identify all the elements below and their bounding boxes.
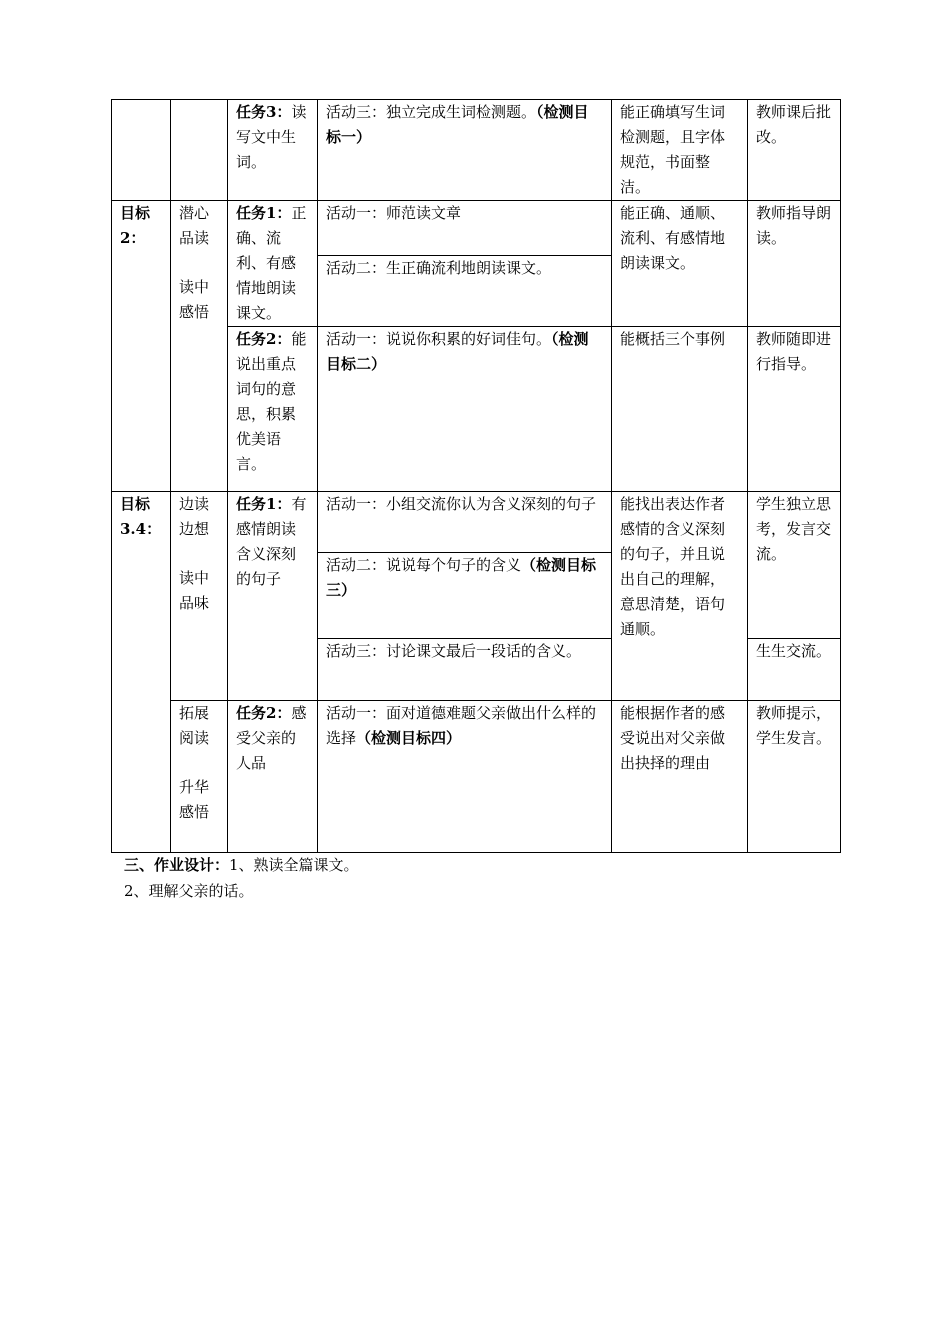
goal-cell-empty bbox=[112, 100, 171, 201]
criteria-cell: 能正确填写生词检测题，且字体规范，书面整洁。 bbox=[612, 100, 748, 201]
task-cell: 任务3：读写文中生词。 bbox=[228, 100, 318, 201]
activity-cell: 活动二：生正确流利地朗读课文。 bbox=[318, 255, 612, 326]
table-row bbox=[112, 492, 841, 553]
activity-cell: 活动一：师范读文章 bbox=[318, 201, 612, 256]
criteria-cell: 能根据作者的感受说出对父亲做出抉择的理由 bbox=[612, 701, 748, 853]
table-row bbox=[112, 100, 841, 201]
activity-cell: 活动一：小组交流你认为含义深刻的句子 bbox=[318, 492, 612, 553]
task-cell: 任务1：有感情朗读含义深刻的句子 bbox=[228, 492, 318, 701]
activity-cell: 活动二：说说每个句子的含义（检测目标三） bbox=[318, 553, 612, 639]
method-cell: 教师课后批改。 bbox=[748, 100, 841, 201]
criteria-cell: 能概括三个事例 bbox=[612, 327, 748, 492]
method-cell: 生生交流。 bbox=[748, 639, 841, 701]
table-row bbox=[112, 701, 841, 853]
method-cell: 教师指导朗读。 bbox=[748, 201, 841, 327]
method-cell: 教师随即进行指导。 bbox=[748, 327, 841, 492]
lesson-plan-table bbox=[111, 99, 841, 853]
task-cell: 任务2：感受父亲的人品 bbox=[228, 701, 318, 853]
criteria-cell: 能找出表达作者感情的含义深刻的句子，并且说出自己的理解，意思清楚，语句通顺。 bbox=[612, 492, 748, 701]
stage-label: 边读边想 读中品味 bbox=[171, 492, 228, 701]
activity-cell: 活动一：说说你积累的好词佳句。（检测目标二） bbox=[318, 327, 612, 492]
stage-cell-empty bbox=[171, 100, 228, 201]
criteria-cell: 能正确、通顺、流利、有感情地朗读课文。 bbox=[612, 201, 748, 327]
goal-label: 目标2： bbox=[112, 201, 171, 492]
goal-label: 目标3.4： bbox=[112, 492, 171, 853]
task-cell: 任务1：正确、流利、有感情地朗读课文。 bbox=[228, 201, 318, 327]
activity-cell: 活动三：独立完成生词检测题。（检测目标一） bbox=[318, 100, 612, 201]
method-cell: 学生独立思考，发言交流。 bbox=[748, 492, 841, 639]
stage-label: 拓展阅读 升华感悟 bbox=[171, 701, 228, 853]
homework-heading: 三、作业设计：1、熟读全篇课文。 bbox=[124, 856, 359, 874]
method-cell: 教师提示，学生发言。 bbox=[748, 701, 841, 853]
table-row bbox=[112, 201, 841, 256]
activity-cell: 活动三：讨论课文最后一段话的含义。 bbox=[318, 639, 612, 701]
task-cell: 任务2：能说出重点词句的意思，积累优美语言。 bbox=[228, 327, 318, 492]
homework-line: 2、理解父亲的话。 bbox=[124, 882, 254, 900]
activity-cell: 活动一：面对道德难题父亲做出什么样的选择（检测目标四） bbox=[318, 701, 612, 853]
stage-label: 潜心品读 读中感悟 bbox=[171, 201, 228, 492]
